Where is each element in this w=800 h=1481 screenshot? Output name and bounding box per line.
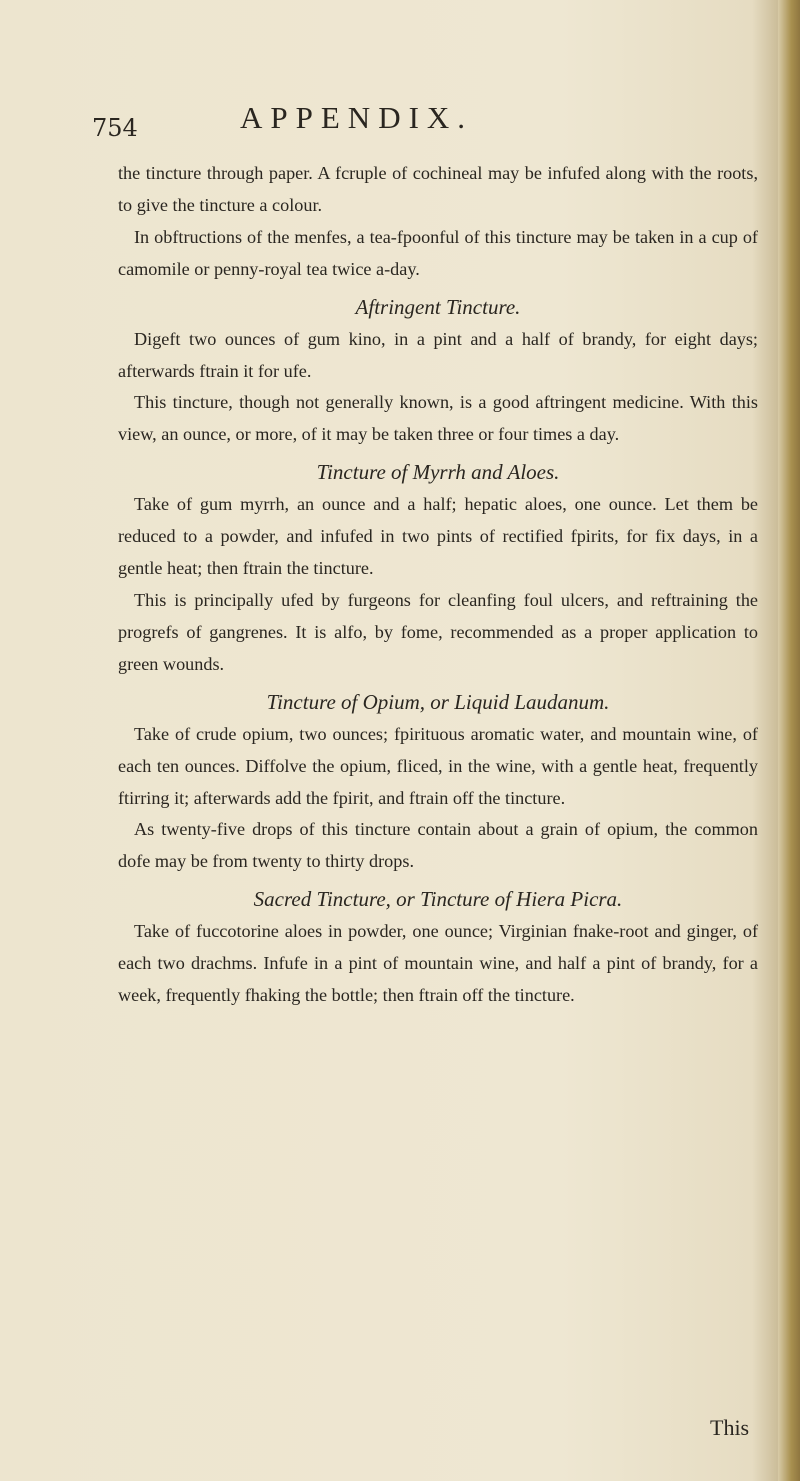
paragraph: Take of crude opium, two ounces; fpirituous aromatic water, and mountain wine, of each ten ounces. Diffolve the opium, fliced, in the wine, with a gentle heat, frequently ftirring it; afterwards add the fpirit, and ftrain off the tincture. [118, 723, 758, 808]
paragraph: In obftructions of the menfes, a tea-fpoonful of this tincture may be taken in a cup of camomile or penny-royal tea twice a-day. [118, 226, 758, 279]
page-number: 754 [92, 114, 138, 142]
paragraph: This is principally ufed by furgeons for cleanfing foul ulcers, and reftraining the progrefs of gangrenes. It is alfo, by fome, recommended as a proper application to green wounds. [118, 589, 758, 674]
paragraph: Digeft two ounces of gum kino, in a pint and a half of brandy, for eight days; afterwards ftrain it for ufe. [118, 328, 758, 381]
paragraph: Take of gum myrrh, an ounce and a half; hepatic aloes, one ounce. Let them be reduced to a powder, and infufed in two pints of rectified fpirits, for fix days, in a gentle heat; then ftrain the tincture. [118, 494, 758, 579]
section-heading: Aftringent Tincture. [355, 294, 521, 319]
paragraph: This tincture, though not generally known, is a good aftringent medicine. With this view, an ounce, or more, of it may be taken three or four times a day. [118, 392, 758, 445]
page-edge [778, 0, 800, 1481]
section-heading: Tincture of Opium, or Liquid Laudanum. [266, 689, 610, 714]
section-heading: Tincture of Myrrh and Aloes. [316, 460, 560, 485]
paragraph: Take of fuccotorine aloes in powder, one ounce; Virginian fnake-root and ginger, of each two drachms. Infufe in a pint of mountain wine, and half a pint of brandy, for a week, frequently fhaking the bottle; then ftrain off the tincture. [118, 921, 758, 1006]
page-body [118, 158, 758, 1012]
catchword: This [710, 1415, 750, 1440]
page-header [92, 100, 652, 144]
paragraph: As twenty-five drops of this tincture contain about a grain of opium, the common dofe may be from twenty to thirty drops. [118, 819, 758, 872]
section-heading: Sacred Tincture, or Tincture of Hiera Picra. [253, 887, 623, 912]
paragraph: the tincture through paper. A fcruple of cochineal may be infufed along with the roots, to give the tincture a colour. [118, 163, 758, 215]
running-head: APPENDIX. [240, 100, 474, 135]
